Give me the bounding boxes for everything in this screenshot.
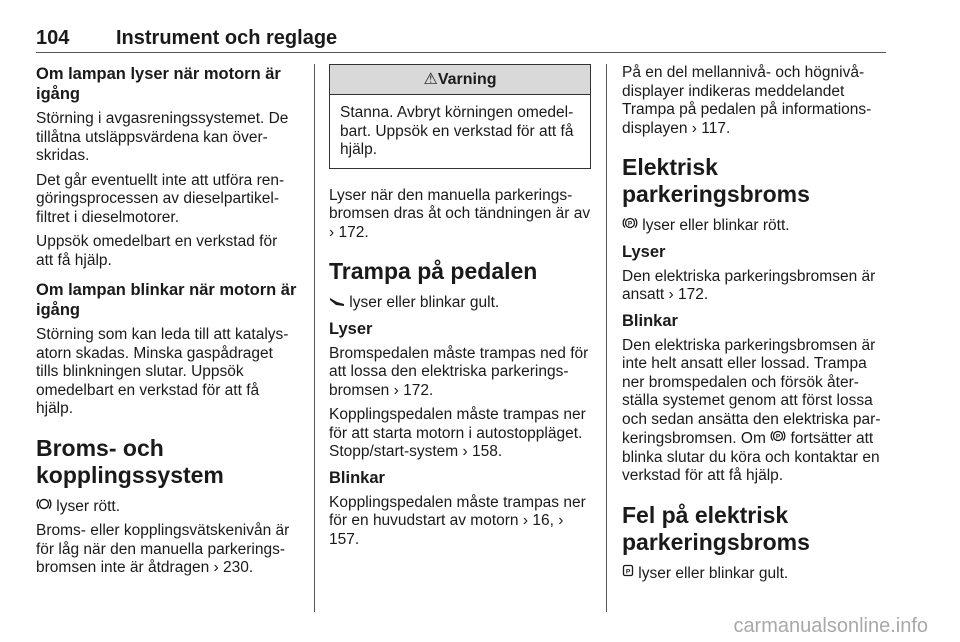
column-divider-2 xyxy=(606,64,607,612)
page-reference[interactable]: › 230. xyxy=(213,559,254,576)
page-reference[interactable]: › 172. xyxy=(393,381,434,399)
paragraph xyxy=(622,216,888,236)
paragraph xyxy=(622,564,888,584)
column-divider-1 xyxy=(314,64,315,612)
page-reference[interactable]: › 172. xyxy=(668,286,709,303)
paragraph: Den elektriska parkeringsbromsen är inte helt ansatt eller lossad. Trampa ner bromspedalen och försök återställa systemet genom att först lossa och sedan ansätta den elektriska parkeringsbromsen. Om P fortsätter att blinka slutar du köra och kontaktar en verkstad för att få hjälp. xyxy=(622,336,881,484)
paragraph xyxy=(329,293,591,313)
page-reference[interactable]: › 117. xyxy=(691,119,731,137)
paragraph xyxy=(36,497,298,517)
subheading-lyser: Lyser xyxy=(329,319,373,338)
watermark: carmanualsonline.info xyxy=(733,615,928,637)
subheading-lyser: Lyser xyxy=(622,242,666,261)
paragraph: Störning som kan leda till att katalysatorn skadas. Minska gaspådraget tills blinkningen slutar. Uppsök omedelbart en verkstad för att få hjälp. xyxy=(36,326,289,417)
paragraph: Uppsök omedelbart en verkstad för att få hjälp. xyxy=(36,233,278,269)
paragraph: På en del mellannivå- och högnivådisplayer indikeras meddelandet Trampa på pedalen på informationsdisplayen › 117. xyxy=(622,64,872,137)
page-number: 104 xyxy=(36,27,70,49)
paragraph: Störning i avgasreningssystemet. De tillåtna utsläppsvärdena kan överskridas. xyxy=(36,110,289,164)
brake-warning-icon xyxy=(36,497,52,516)
warning-text: Stanna. Avbryt körningen omedelbart. Uppsök en verkstad för att få hjälp. xyxy=(340,104,574,158)
parking-brake-lamp-text: lyser eller blinkar rött. xyxy=(638,217,790,234)
warning-box xyxy=(329,64,591,169)
header-rule xyxy=(36,52,886,53)
paragraph: Kopplingspedalen måste trampas ner för att starta motorn i autostoppläget. Stopp/start-system › 158. xyxy=(329,406,586,460)
subheading-blinkar: Blinkar xyxy=(329,468,385,487)
column-1 xyxy=(36,64,298,584)
svg-text:P: P xyxy=(776,433,781,441)
page-reference[interactable]: › 158. xyxy=(462,443,503,460)
foot-pedal-icon xyxy=(329,293,345,312)
brake-lamp-text: lyser rött. xyxy=(52,497,121,515)
subheading-lamp-on: Om lampan lyser när motorn är igång xyxy=(36,65,281,103)
section-title-brake-clutch: Broms- och kopplingssystem xyxy=(36,434,224,488)
page-reference[interactable]: › 16, xyxy=(522,512,554,529)
page-reference[interactable]: › 172. xyxy=(329,223,369,241)
subheading-lamp-flashing: Om lampan blinkar när motorn är igång xyxy=(36,281,297,319)
paragraph: Lyser när den manuella parkeringsbromsen dras åt och tändningen är av › 172. xyxy=(329,186,591,241)
section-title-electric-parking-brake: Elektrisk parkeringsbroms xyxy=(622,154,810,207)
paragraph: Kopplingspedalen måste trampas ner för en huvudstart av motorn › 16, › 157. xyxy=(329,493,586,548)
chapter-title: Instrument och reglage xyxy=(116,27,338,49)
page-header xyxy=(36,26,886,50)
column-3 xyxy=(622,64,888,589)
paragraph: Bromspedalen måste trampas ned för att lossa den elektriska parkeringsbromsen › 172. xyxy=(329,344,589,399)
warning-label: Varning xyxy=(437,71,497,88)
paragraph: Den elektriska parkeringsbromsen är ansatt › 172. xyxy=(622,267,876,303)
pedal-lamp-text: lyser eller blinkar gult. xyxy=(345,294,500,311)
svg-text:P: P xyxy=(625,568,631,575)
parking-brake-icon xyxy=(622,216,638,235)
svg-text:P: P xyxy=(627,220,633,228)
parking-brake-fault-lamp-text: lyser eller blinkar gult. xyxy=(634,564,789,582)
paragraph: Det går eventuellt inte att utföra rengöringsprocessen av dieselpartikelfiltret i dieselmotorer. xyxy=(36,171,285,226)
page-reference[interactable]: › 157. xyxy=(329,512,564,548)
section-title-parking-brake-fault: Fel på elektrisk parkeringsbroms xyxy=(622,501,810,555)
warning-header xyxy=(330,65,590,95)
parking-brake-icon xyxy=(770,429,786,448)
warning-triangle-icon: ⚠ xyxy=(423,71,438,88)
column-2 xyxy=(329,64,591,555)
section-title-press-pedal: Trampa på pedalen xyxy=(329,258,538,284)
parking-brake-fault-icon xyxy=(622,564,634,583)
paragraph: Broms- eller kopplingsvätskenivån är för låg när den manuella parkeringsbromsen inte är åtdragen › 230. xyxy=(36,522,290,576)
subheading-blinkar: Blinkar xyxy=(622,311,678,330)
